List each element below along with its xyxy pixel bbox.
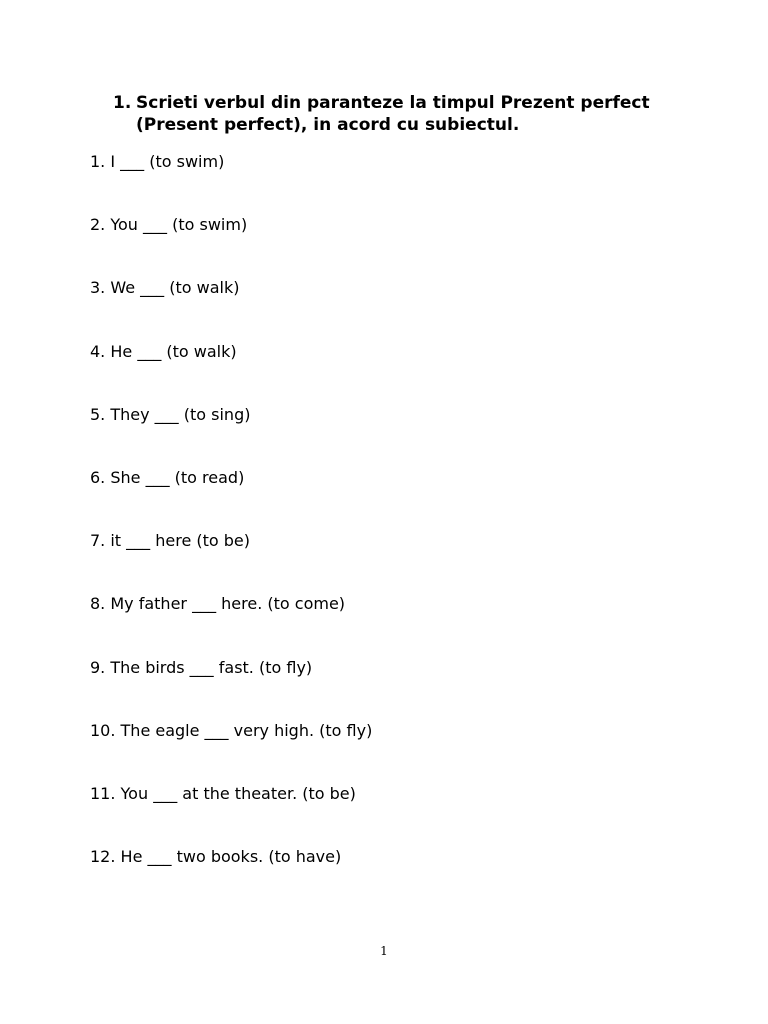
exercise-item: 5. They ___ (to sing) — [90, 404, 251, 424]
exercise-list — [90, 152, 372, 910]
exercise-item: 7. it ___ here (to be) — [90, 531, 251, 551]
exercise-item: 3. We ___ (to walk) — [90, 278, 240, 298]
instruction-text: Scrieti verbul din paranteze la timpul Prezent perfect (Present perfect), in acord cu subiectul. — [136, 93, 650, 135]
instruction-number: 1. — [113, 93, 132, 113]
instruction-heading — [113, 92, 713, 136]
exercise-item: 1. I ___ (to swim) — [90, 152, 225, 171]
exercise-item: 11. You ___ at the theater. (to be) — [90, 783, 356, 803]
page-number: 1 — [380, 944, 388, 958]
exercise-item: 10. The eagle ___ very high. (to fly) — [90, 720, 373, 740]
exercise-item: 8. My father ___ here. (to come) — [90, 594, 346, 614]
exercise-item: 4. He ___ (to walk) — [90, 341, 237, 361]
exercise-item: 2. You ___ (to swim) — [90, 215, 248, 235]
exercise-item: 9. The birds ___ fast. (to fly) — [90, 657, 313, 677]
exercise-item: 6. She ___ (to read) — [90, 467, 245, 487]
exercise-item: 12. He ___ two books. (to have) — [90, 847, 342, 867]
